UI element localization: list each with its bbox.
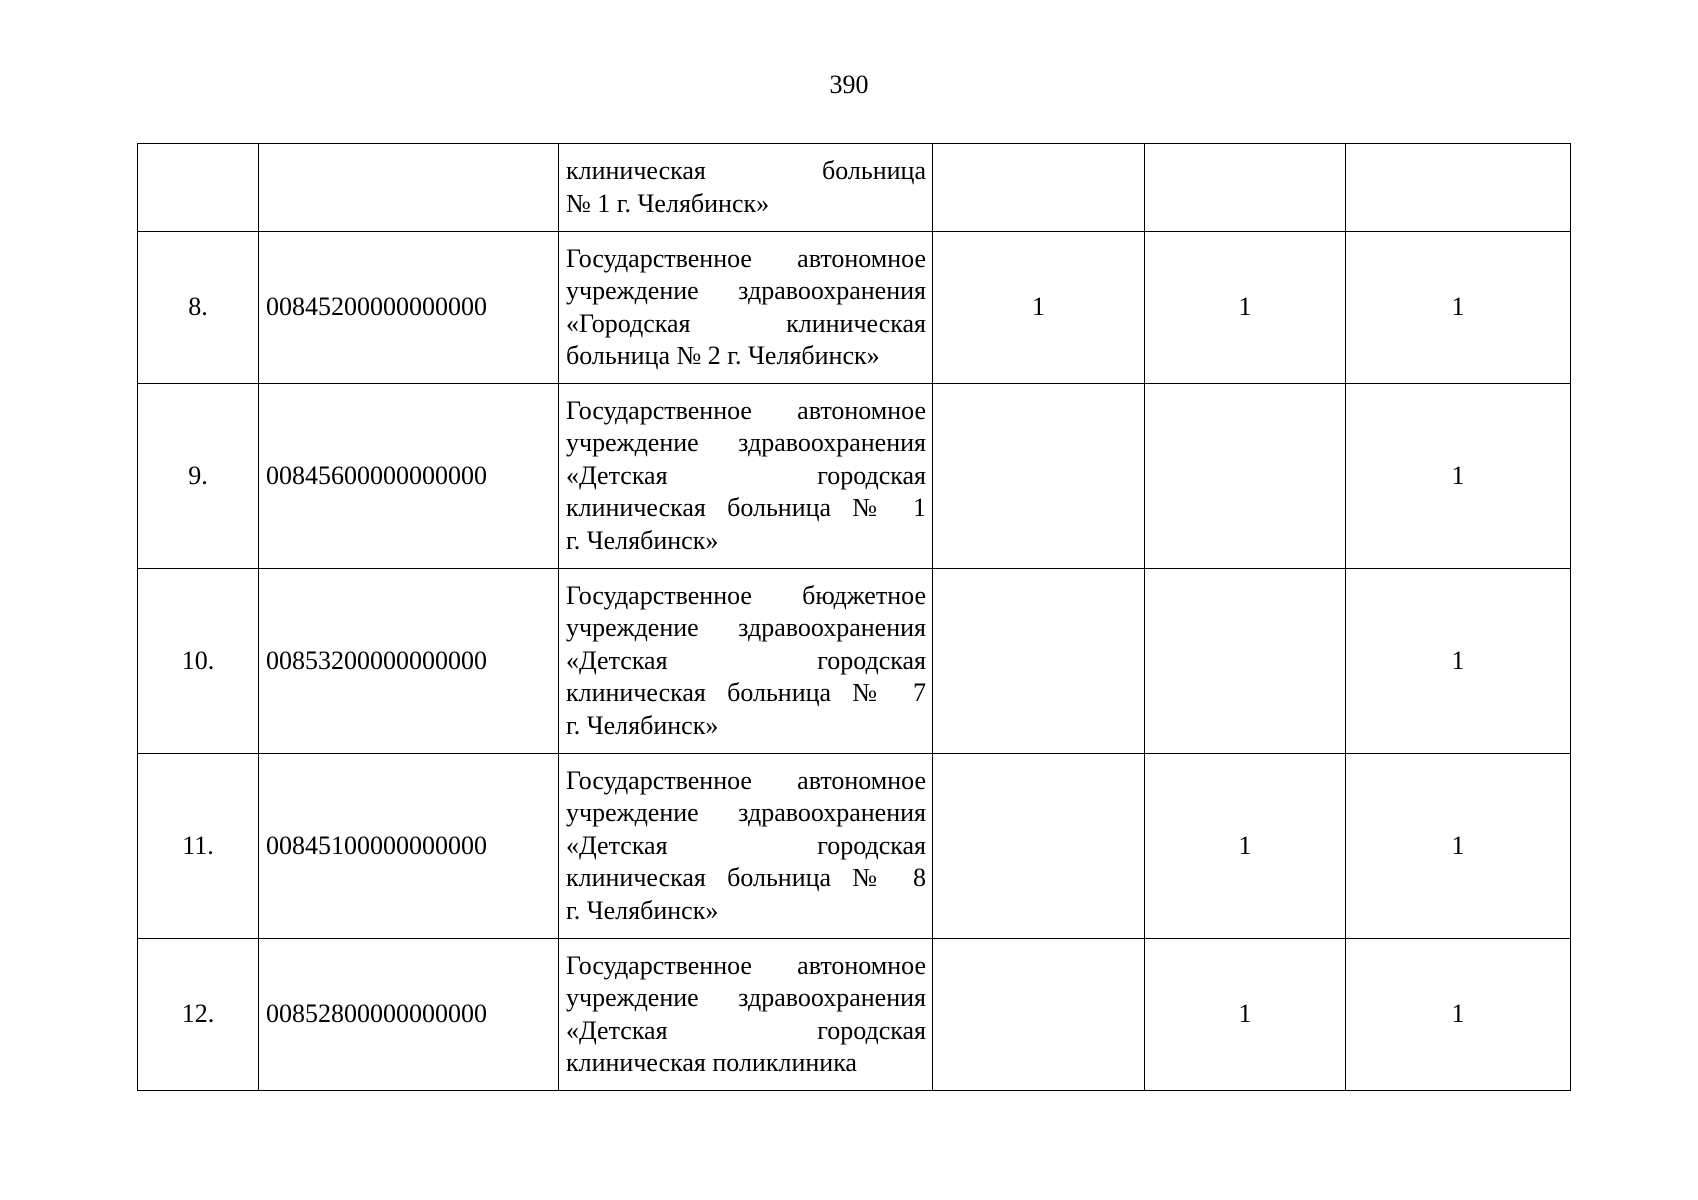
table-row [138,754,1571,939]
row-number: 11. [138,754,259,939]
institution-name-line: № 1 г. Челябинск» [566,188,770,218]
value-col-3: 1 [1346,384,1571,569]
institution-name [559,754,933,939]
value-col-2 [1145,384,1346,569]
institution-name [559,569,933,754]
institution-name-line: учреждение здравоохранения [566,276,926,305]
row-number: 9. [138,384,259,569]
institution-name [559,144,933,232]
institution-name-line: Государственное бюджетное [566,580,926,610]
value-col-1 [933,144,1145,232]
page-number: 390 [829,70,869,99]
table-body [138,144,1571,1091]
value-col-3: 1 [1346,754,1571,939]
institution-name-line: «Детская городская [566,645,926,675]
table-row [138,569,1571,754]
institution-code: 00845200000000000 [259,232,559,384]
table-row [138,144,1571,232]
institution-name-line: «Городская клиническая [566,308,926,338]
institution-code: 00853200000000000 [259,569,559,754]
row-number: 12. [138,939,259,1091]
value-col-2: 1 [1145,939,1346,1091]
institution-name-line: «Детская городская [566,1015,926,1045]
value-col-1: 1 [933,232,1145,384]
institution-name-line: учреждение здравоохранения [566,613,926,643]
institution-name-line: учреждение здравоохранения [566,798,926,828]
institution-name-line: «Детская городская [566,830,926,860]
value-col-2: 1 [1145,754,1346,939]
value-col-1 [933,569,1145,754]
institution-name-line: клиническая больница № 1 [566,493,926,523]
institution-name-line: «Детская городская [566,460,926,490]
value-col-3: 1 [1346,569,1571,754]
institution-name [559,939,933,1091]
institution-code: 00852800000000000 [259,939,559,1091]
value-col-1 [933,384,1145,569]
institution-name-line: г. Челябинск» [566,525,719,555]
institution-name-line: клиническая больница № 8 [566,863,926,893]
institution-name-line: г. Челябинск» [566,895,719,925]
institution-code [259,144,559,232]
institution-name-line: учреждение здравоохранения [566,428,926,458]
table-row [138,939,1571,1091]
institution-name [559,384,933,569]
table-row [138,384,1571,569]
value-col-3: 1 [1346,939,1571,1091]
institution-name-line: Государственное автономное [566,395,926,425]
institution-name-line: больница № 2 г. Челябинск» [566,341,880,370]
value-col-2: 1 [1145,232,1346,384]
value-col-1 [933,754,1145,939]
value-col-2 [1145,144,1346,232]
institution-name [559,232,933,384]
institution-name-line: клиническая больница [566,156,926,185]
value-col-3: 1 [1346,232,1571,384]
value-col-2 [1145,569,1346,754]
institution-name-line: клиническая поликлиника [566,1048,857,1077]
institution-name-line: Государственное автономное [566,765,926,795]
institutions-table [137,143,1571,1091]
value-col-1 [933,939,1145,1091]
value-col-3 [1346,144,1571,232]
row-number: 10. [138,569,259,754]
institution-name-line: учреждение здравоохранения [566,983,926,1012]
institution-code: 00845600000000000 [259,384,559,569]
row-number: 8. [138,232,259,384]
table-row [138,232,1571,384]
institution-code: 00845100000000000 [259,754,559,939]
institution-name-line: клиническая больница № 7 [566,678,926,708]
institution-name-line: Государственное автономное [566,950,926,980]
row-number [138,144,259,232]
institution-name-line: г. Челябинск» [566,710,719,740]
institution-name-line: Государственное автономное [566,243,926,273]
